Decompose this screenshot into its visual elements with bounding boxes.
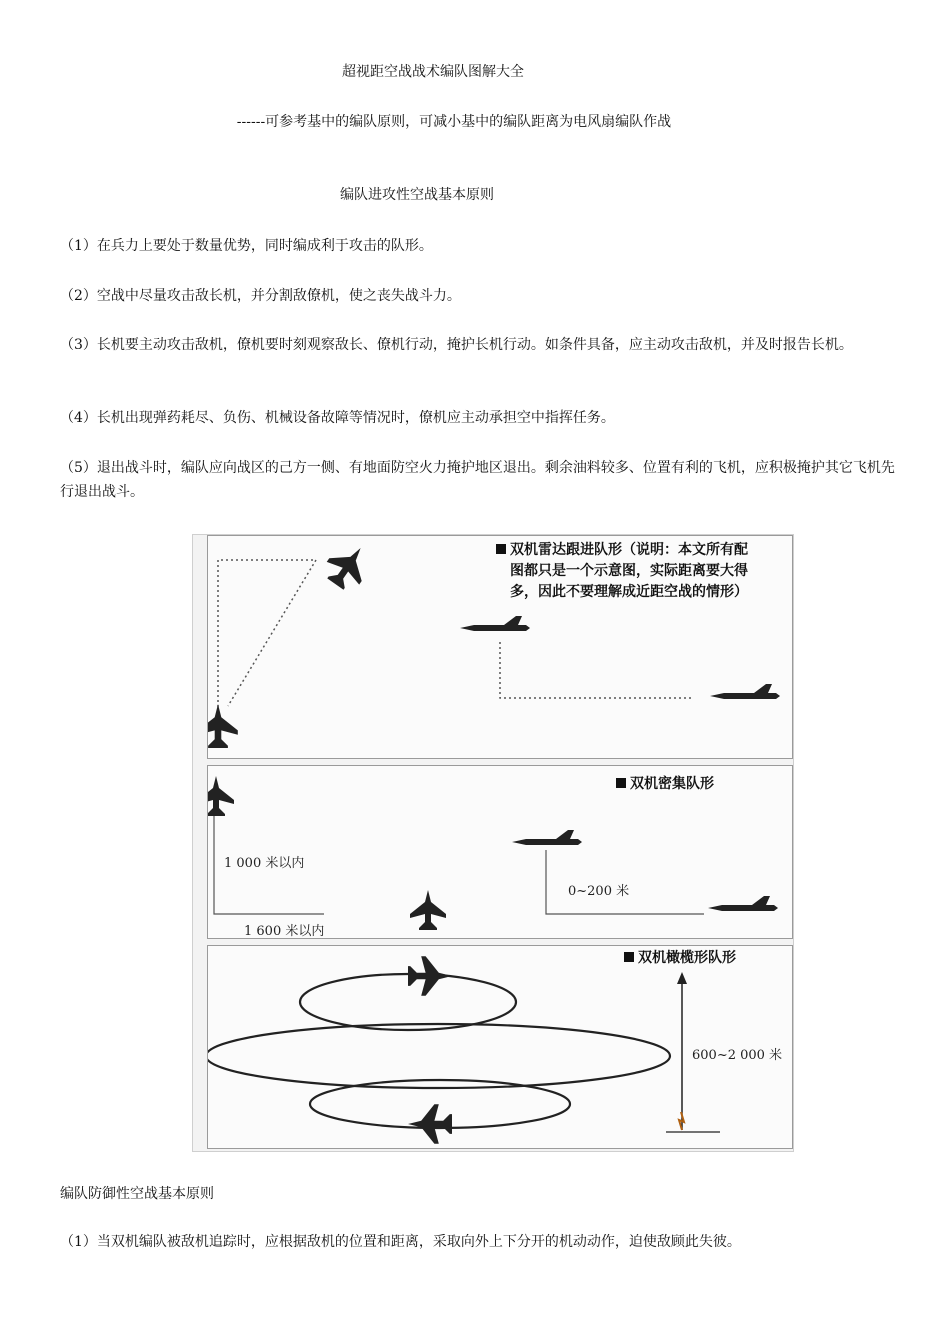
radar-trail-diagram: [208, 536, 792, 758]
offense-point-4: （4）长机出现弹药耗尽、负伤、机械设备故障等情况时，僚机应主动承担空中指挥任务。: [60, 410, 615, 426]
jet-icon: [710, 684, 780, 699]
panel-radar-trail: [207, 535, 793, 759]
panel-radar-trail-title-3: 多，因此不要理解成近距空战的情形）: [510, 584, 748, 600]
offense-point-2: （2）空战中尽量攻击敌长机，并分割敌僚机，使之丧失战斗力。: [60, 288, 461, 304]
jet-icon: [408, 956, 452, 996]
section-heading-offense: 编队进攻性空战基本原则: [340, 187, 494, 203]
offense-point-3: （3）长机要主动攻击敌机，僚机要时刻观察敌长、僚机行动，掩护长机行动。如条件具备，应主动攻击敌机，并及时报告长机。: [60, 337, 853, 353]
jet-icon: [460, 616, 530, 631]
jet-icon: [512, 830, 582, 845]
panel-radar-trail-title-2: 图都只是一个示意图，实际距离要大得: [510, 563, 748, 579]
jet-icon: [208, 776, 234, 816]
defense-point-1: （1）当双机编队被敌机追踪时，应根据敌机的位置和距离，采取向外上下分开的机动动作，迫使敌顾此失彼。: [60, 1234, 741, 1250]
jet-icon: [208, 704, 238, 748]
panel-olive-formation-title: 双机橄榄形队形: [624, 948, 736, 969]
label-1600m: 1 600 米以内: [244, 924, 325, 939]
formation-figure: [192, 534, 794, 1152]
panel-close-formation: [207, 765, 793, 939]
jet-icon: [708, 896, 778, 911]
page-subtitle: ------可参考基中的编队原则，可减小基中的编队距离为电风扇编队作战: [236, 114, 672, 130]
panel-olive-formation: [207, 945, 793, 1149]
section-heading-defense: 编队防御性空战基本原则: [60, 1186, 214, 1202]
offense-point-1: （1）在兵力上要处于数量优势，同时编成利于攻击的队形。: [60, 238, 433, 254]
jet-icon: [319, 537, 377, 596]
page-title: 超视距空战战术编队图解大全: [342, 64, 524, 80]
label-600-2000m: 600~2 000 米: [692, 1048, 783, 1063]
panel-radar-trail-title-1: 双机雷达跟进队形（说明：本文所有配: [496, 540, 748, 561]
jet-icon: [408, 1104, 452, 1144]
label-1000m: 1 000 米以内: [224, 856, 305, 871]
label-0-200m: 0~200 米: [568, 884, 630, 899]
offense-point-5: （5）退出战斗时，编队应向战区的己方一侧、有地面防空火力掩护地区退出。剩余油料较多、位置有利的飞机，应积极掩护其它飞机先行退出战斗。: [60, 460, 895, 500]
jet-icon: [410, 890, 446, 930]
panel-close-formation-title: 双机密集队形: [616, 774, 714, 795]
